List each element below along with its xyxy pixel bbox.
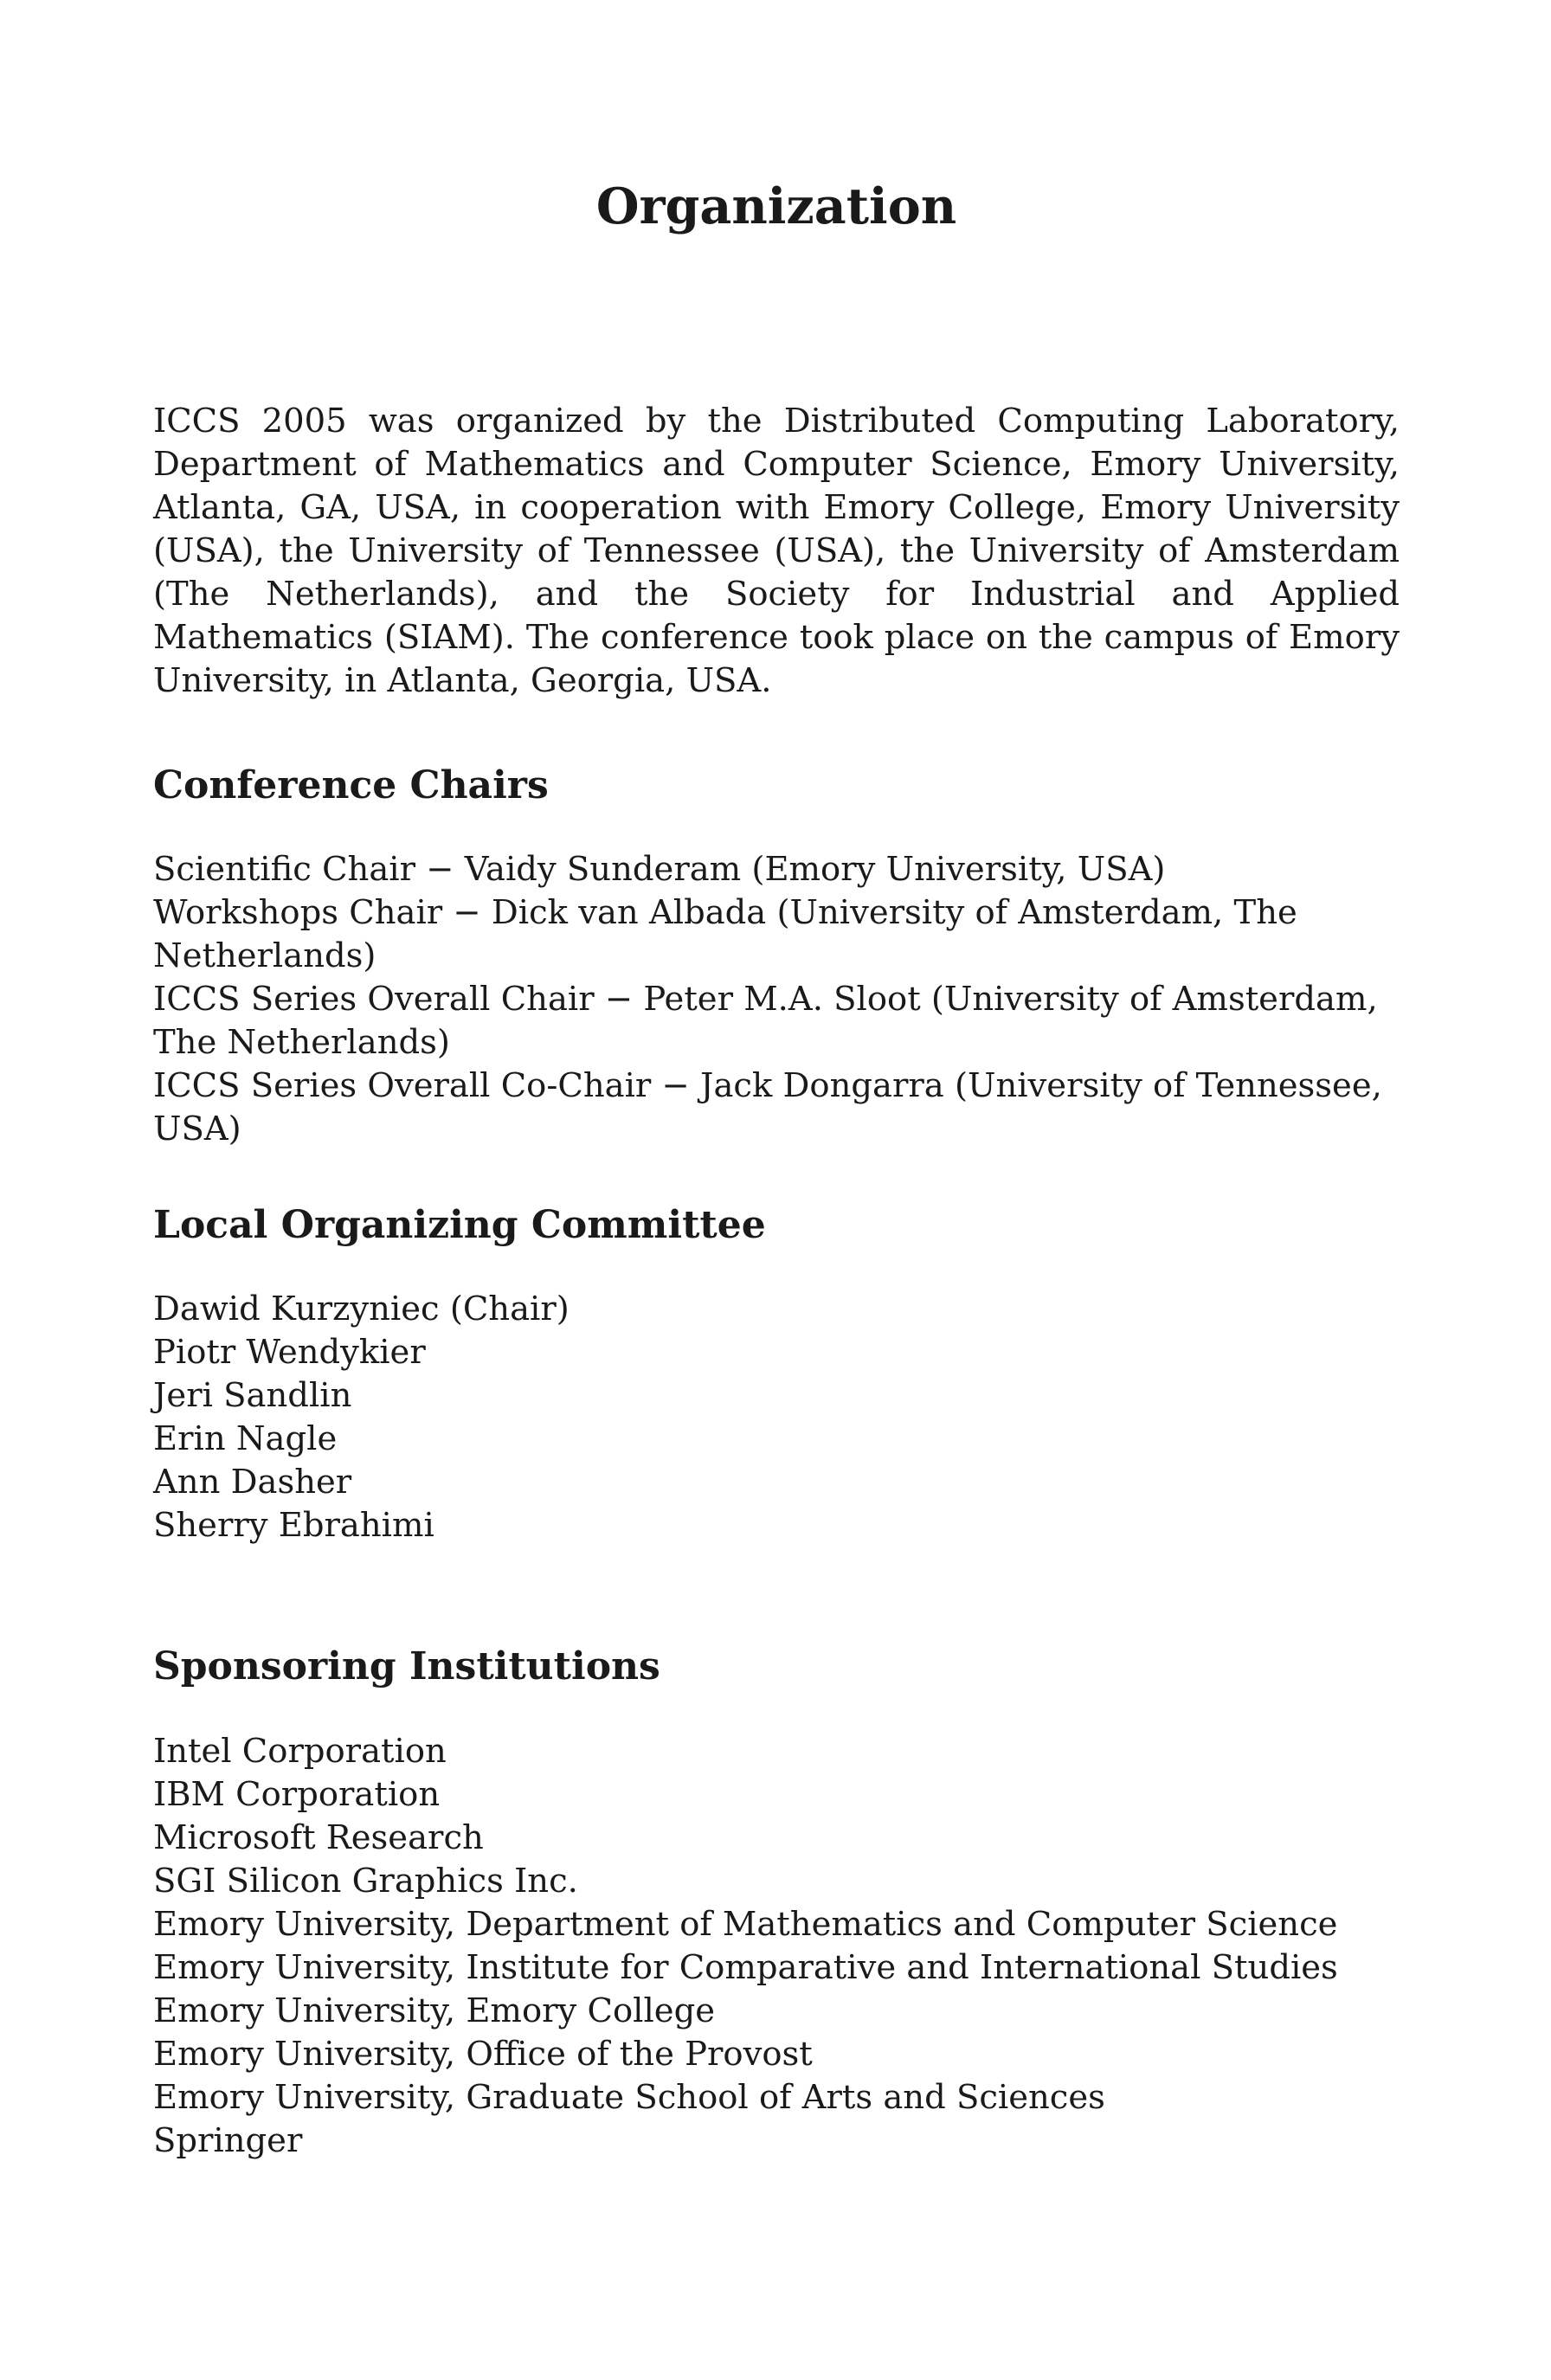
- conference-chairs-heading: Conference Chairs: [153, 763, 549, 807]
- intro-paragraph: ICCS 2005 was organized by the Distributed Computing Laboratory, Department of Mathematics and Computer Science, Emory University, Atlanta, GA, USA, in cooperation with Emory College, Emory University (USA), the University of Tennessee (USA), the University of Amsterdam (The Netherlands), and the Society for Industrial and Applied Mathematics (SIAM). The conference took place on the campus of Emory University, in Atlanta, Georgia, USA.: [153, 402, 1400, 700]
- sponsor-entry: Emory University, Department of Mathematics and Computer Science: [153, 1905, 1338, 1944]
- sponsors-list: [153, 1730, 1400, 2163]
- sponsor-entry: Emory University, Graduate School of Arts and Sciences: [153, 2078, 1105, 2117]
- committee-member: Jeri Sandlin: [153, 1376, 352, 1415]
- chair-entry: ICCS Series Overall Chair − Peter M.A. Sloot (University of Amsterdam, The Netherlands): [153, 980, 1378, 1062]
- committee-member: Ann Dasher: [153, 1463, 352, 1502]
- sponsors-heading: Sponsoring Institutions: [153, 1644, 660, 1689]
- committee-member: Erin Nagle: [153, 1419, 338, 1458]
- committee-member: Sherry Ebrahimi: [153, 1506, 434, 1545]
- local-committee-list: [153, 1288, 1400, 1547]
- sponsor-entry: IBM Corporation: [153, 1775, 441, 1814]
- local-committee-heading: Local Organizing Committee: [153, 1203, 766, 1247]
- sponsor-entry: Emory University, Office of the Provost: [153, 2035, 813, 2074]
- chair-entry: Scientific Chair − Vaidy Sunderam (Emory University, USA): [153, 850, 1166, 889]
- committee-member: Piotr Wendykier: [153, 1333, 426, 1372]
- sponsor-entry: Emory University, Emory College: [153, 1991, 715, 2030]
- page-title: Organization: [595, 177, 957, 235]
- committee-member: Dawid Kurzyniec (Chair): [153, 1290, 570, 1328]
- sponsor-entry: Intel Corporation: [153, 1732, 447, 1771]
- sponsor-entry: Microsoft Research: [153, 1818, 484, 1857]
- sponsor-entry: Emory University, Institute for Comparative and International Studies: [153, 1948, 1338, 1987]
- sponsor-entry: Springer: [153, 2121, 303, 2160]
- sponsor-entry: SGI Silicon Graphics Inc.: [153, 1862, 578, 1901]
- chair-entry: ICCS Series Overall Co-Chair − Jack Dongarra (University of Tennessee, USA): [153, 1066, 1382, 1148]
- conference-chairs-list: [153, 848, 1400, 1151]
- chair-entry: Workshops Chair − Dick van Albada (University of Amsterdam, The Netherlands): [153, 893, 1297, 975]
